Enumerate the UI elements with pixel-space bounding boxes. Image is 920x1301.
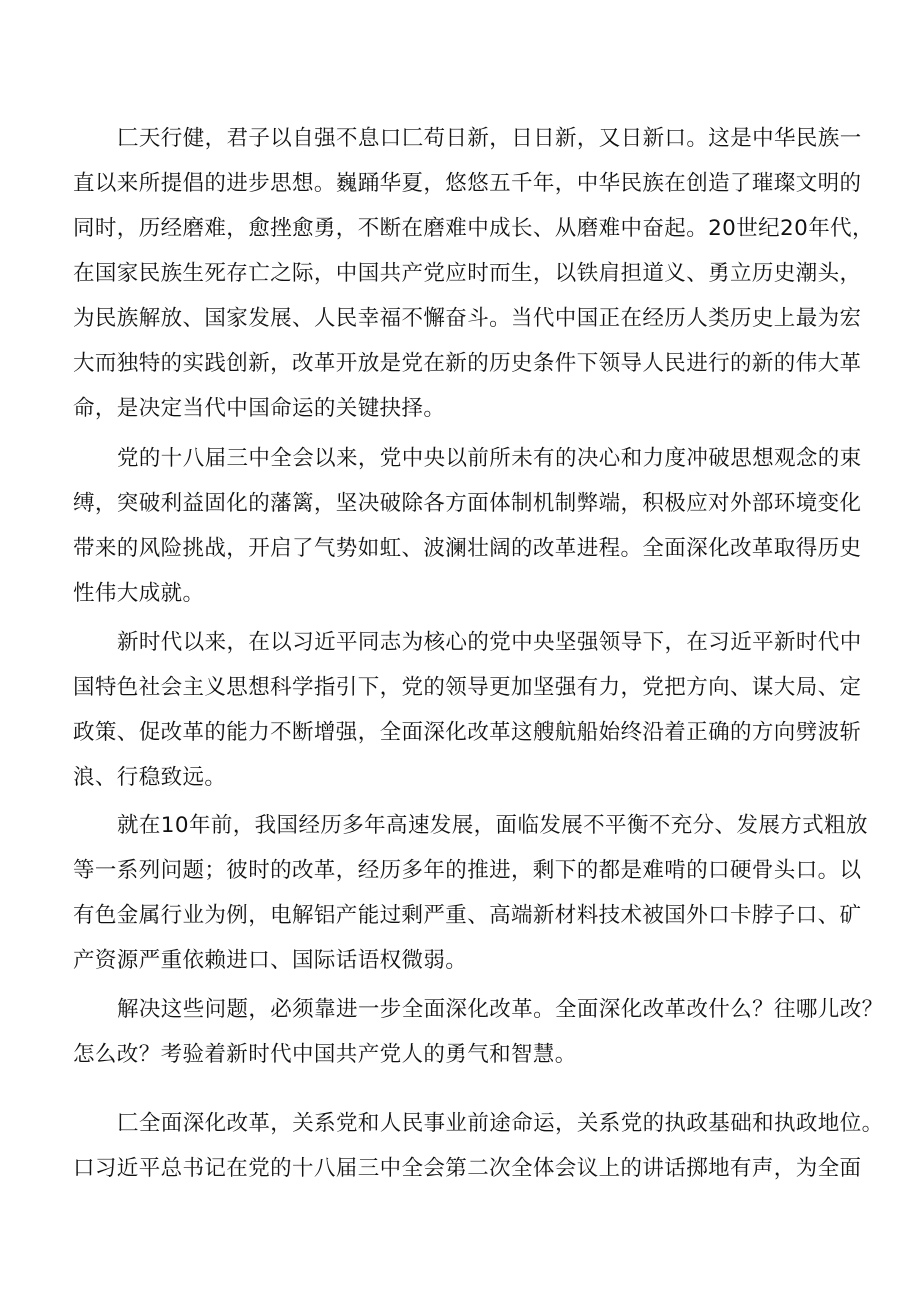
- text-line: 带来的风险挑战，开启了气势如虹、波澜壮阔的改革进程。全面深化改革取得历史: [73, 536, 862, 561]
- text-line: 匚天行健，君子以自强不息口匚苟日新，日日新，又日新口。这是中华民族一: [117, 126, 862, 151]
- text-line: 性伟大成就。: [73, 581, 205, 606]
- text-line: 缚，突破利益固化的藩篱，坚决破除各方面体制机制弊端，积极应对外部环境变化: [73, 491, 862, 516]
- text-line: 有色金属行业为例，电解铝产能过剩严重、高端新材料技术被国外口卡脖子口、矿: [73, 903, 862, 928]
- text-line: 匚全面深化改革，关系党和人民事业前途命运，关系党的执政基础和执政地位。: [117, 1111, 884, 1136]
- text-line: 浪、行稳致远。: [73, 765, 227, 790]
- text-line: 产资源严重依赖进口、国际话语权微弱。: [73, 948, 468, 973]
- text-line: 解决这些问题，必须靠进一步全面深化改革。全面深化改革改什么？往哪儿改？: [117, 997, 884, 1022]
- text-line: 为民族解放、国家发展、人民幸福不懈奋斗。当代中国正在经历人类历史上最为宏: [73, 306, 862, 331]
- text-line: 国特色社会主义思想科学指引下，党的领导更加坚强有力，党把方向、谋大局、定: [73, 675, 862, 700]
- text-line: 口习近平总书记在党的十八届三中全会第二次全体会议上的讲话掷地有声，为全面: [73, 1156, 862, 1181]
- text-line: 党的十八届三中全会以来，党中央以前所未有的决心和力度冲破思想观念的束: [117, 446, 862, 471]
- text-line: 在国家民族生死存亡之际，中国共产党应时而生，以铁肩担道义、勇立历史潮头，: [73, 261, 862, 286]
- text-line: 大而独特的实践创新，改革开放是党在新的历史条件下领导人民进行的新的伟大革: [73, 351, 862, 376]
- text-line: 命，是决定当代中国命运的关键抉择。: [73, 396, 446, 421]
- text-line: 怎么改？考验着新时代中国共产党人的勇气和智慧。: [73, 1042, 577, 1067]
- text-line: 新时代以来，在以习近平同志为核心的党中央坚强领导下，在习近平新时代中: [117, 630, 862, 655]
- text-line: 同时，历经磨难，愈挫愈勇，不断在磨难中成长、从磨难中奋起。20世纪20年代，: [73, 216, 874, 241]
- text-line: 等一系列问题；彼时的改革，经历多年的推进，剩下的都是难啃的口硬骨头口。以: [73, 858, 862, 883]
- text-line: 直以来所提倡的进步思想。巍踊华夏，悠悠五千年，中华民族在创造了璀璨文明的: [73, 171, 862, 196]
- text-line: 政策、促改革的能力不断增强，全面深化改革这艘航船始终沿着正确的方向劈波斩: [73, 720, 862, 745]
- text-line: 就在10年前，我国经历多年高速发展，面临发展不平衡不充分、发展方式粗放: [117, 813, 868, 838]
